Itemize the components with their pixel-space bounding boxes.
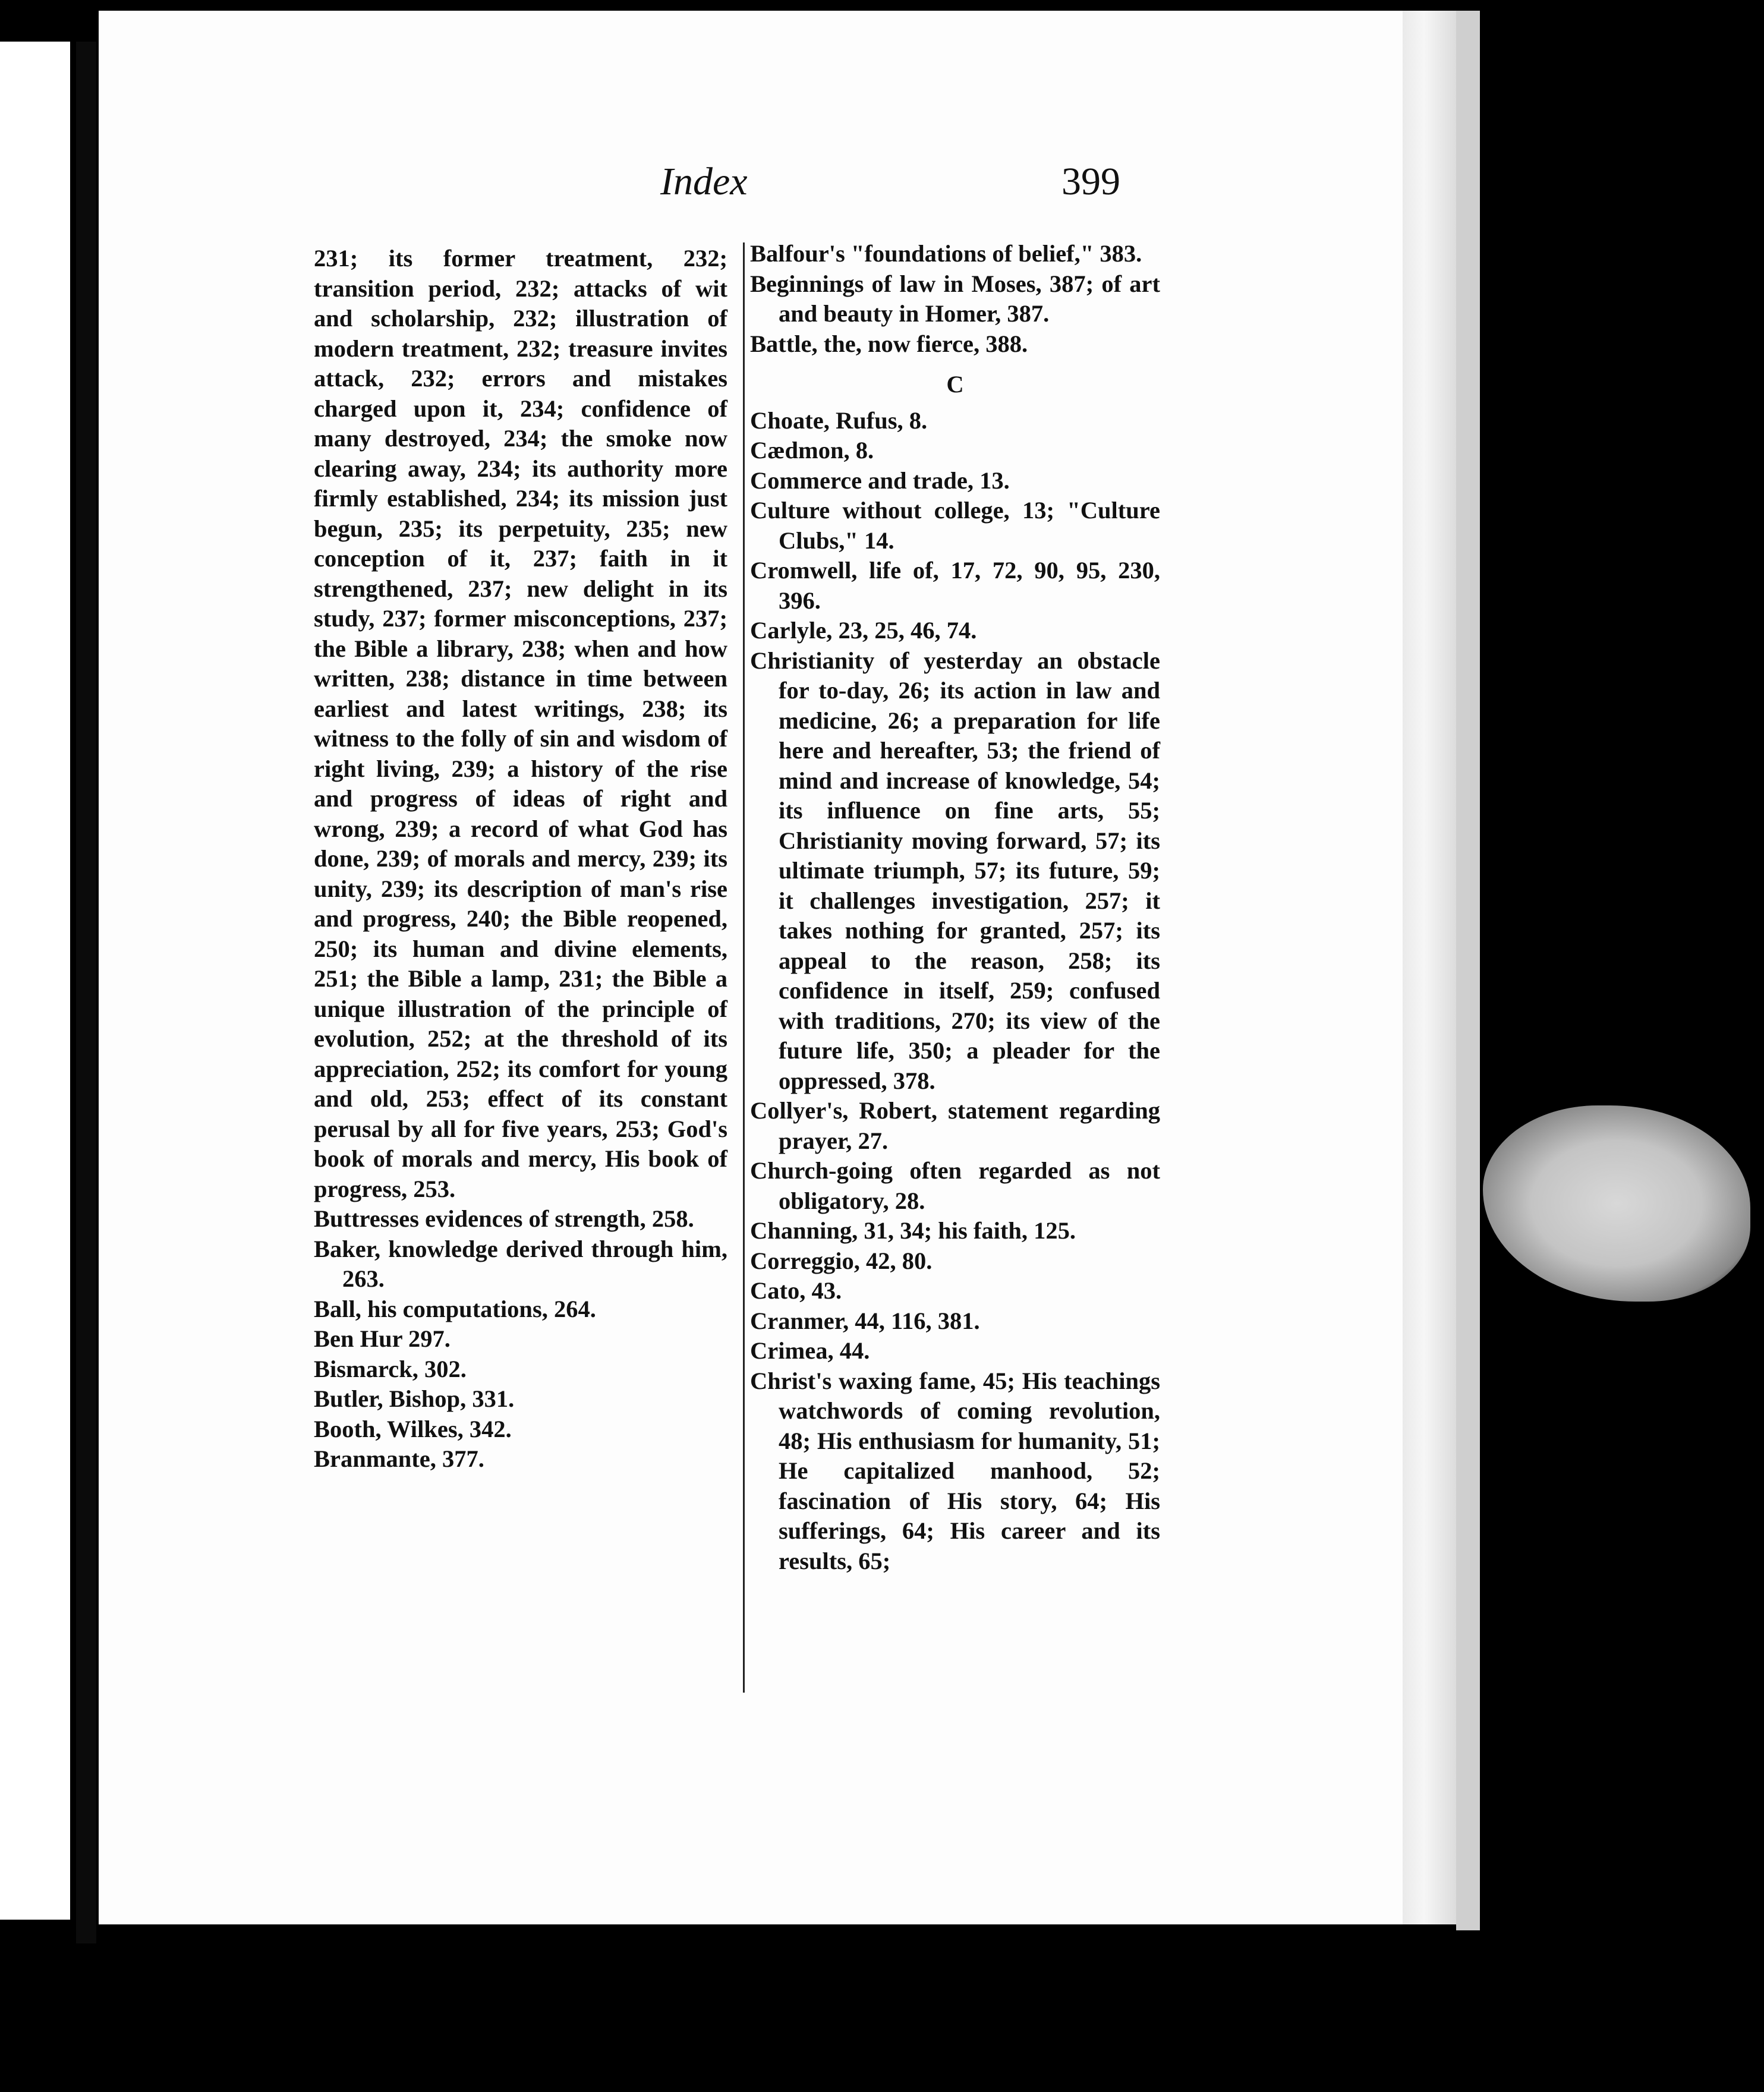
- index-entry: Buttresses evidences of strength, 258.: [314, 1205, 694, 1232]
- page-edge-shadow: [1456, 11, 1480, 1930]
- index-entry: Correggio, 42, 80.: [750, 1247, 933, 1274]
- index-entry: Balfour's "foundations of belief," 383.: [750, 240, 1142, 267]
- index-entry: Ball, his computations, 264.: [314, 1295, 596, 1322]
- index-column-left: [314, 244, 727, 1475]
- facing-page-edge: [0, 42, 70, 1920]
- running-title: Index: [660, 160, 748, 203]
- index-entry: Branmante, 377.: [314, 1445, 484, 1472]
- index-entry: Church-going often regarded as not obligatory, 28.: [750, 1157, 1160, 1214]
- page-edge: [1403, 11, 1456, 1924]
- index-entry: Culture without college, 13; "Culture Clubs," 14.: [750, 497, 1160, 554]
- section-letter-c: C: [946, 371, 964, 398]
- book-spine: [76, 42, 96, 1943]
- index-entry: Cromwell, life of, 17, 72, 90, 95, 230, 396.: [750, 557, 1160, 614]
- index-entry: 231; its former treatment, 232; transition period, 232; attacks of wit and scholarship, 232; illustration of modern treatment, 232; treasure invites attack, 232; errors and mistakes charged upon it, 234; confidence of many destroyed, 234; the smoke now clearing away, 234; its authority more firmly established, 234; its mission just begun, 235; its perpetuity, 235; new conception of it, 237; faith in it strengthened, 237; new delight in its study, 237; former misconceptions, 237; the Bible a library, 238; when and how written, 238; distance in time between earliest and latest writings, 238; its witness to the folly of sin and wisdom of right living, 239; a history of the rise and progress of ideas of right and wrong, 239; a record of what God has done, 239; of morals and mercy, 239; its unity, 239; its description of man's rise and progress, 240; the Bible reopened, 250; its human and divine elements, 251; the Bible a lamp, 231; the Bible a unique illustration of the principle of evolution, 252; at the threshold of its appreciation, 252; its comfort for young and old, 253; effect of its constant perusal by all for five years, 253; God's book of morals and mercy, His book of progress, 253.: [314, 245, 727, 1202]
- index-entry: Crimea, 44.: [750, 1337, 870, 1364]
- index-entry: Booth, Wilkes, 342.: [314, 1415, 512, 1442]
- index-column-right: [750, 239, 1160, 1576]
- index-entry: Christianity of yesterday an obstacle for to-day, 26; its action in law and medicine, 26; a preparation for life here and hereafter, 53; the friend of mind and increase of knowledge, 54; its influence on fine arts, 55; Christianity moving forward, 57; its ultimate triumph, 57; its future, 59; it challenges investigation, 257; it takes nothing for granted, 257; its appeal to the reason, 258; its confidence in itself, 259; confused with traditions, 270; its view of the future life, 350; a pleader for the oppressed, 378.: [750, 647, 1160, 1094]
- index-entry: Cædmon, 8.: [750, 437, 874, 464]
- index-entry: Beginnings of law in Moses, 387; of art and beauty in Homer, 387.: [750, 270, 1160, 327]
- index-entry: Cranmer, 44, 116, 381.: [750, 1307, 980, 1334]
- page-number: 399: [1061, 160, 1120, 203]
- index-entry: Choate, Rufus, 8.: [750, 407, 928, 434]
- index-entry: Christ's waxing fame, 45; His teachings watchwords of coming revolution, 48; His enthusiasm for humanity, 51; He capitalized manhood, 52; fascination of His story, 64; His sufferings, 64; His career and its results, 65;: [750, 1367, 1160, 1574]
- index-entry: Bismarck, 302.: [314, 1355, 467, 1382]
- paper-stain: [1483, 1105, 1750, 1302]
- page-header: [99, 159, 1454, 213]
- index-entry: Commerce and trade, 13.: [750, 467, 1010, 494]
- index-entry: Cato, 43.: [750, 1277, 842, 1304]
- index-entry: Ben Hur 297.: [314, 1325, 451, 1352]
- index-entry: Butler, Bishop, 331.: [314, 1385, 515, 1412]
- index-entry: Channing, 31, 34; his faith, 125.: [750, 1217, 1076, 1244]
- index-entry: Baker, knowledge derived through him, 263.: [314, 1235, 727, 1292]
- column-divider: [743, 242, 745, 1693]
- index-entry: Battle, the, now fierce, 388.: [750, 330, 1028, 357]
- index-entry: Collyer's, Robert, statement regarding prayer, 27.: [750, 1097, 1160, 1154]
- index-entry: Carlyle, 23, 25, 46, 74.: [750, 617, 977, 644]
